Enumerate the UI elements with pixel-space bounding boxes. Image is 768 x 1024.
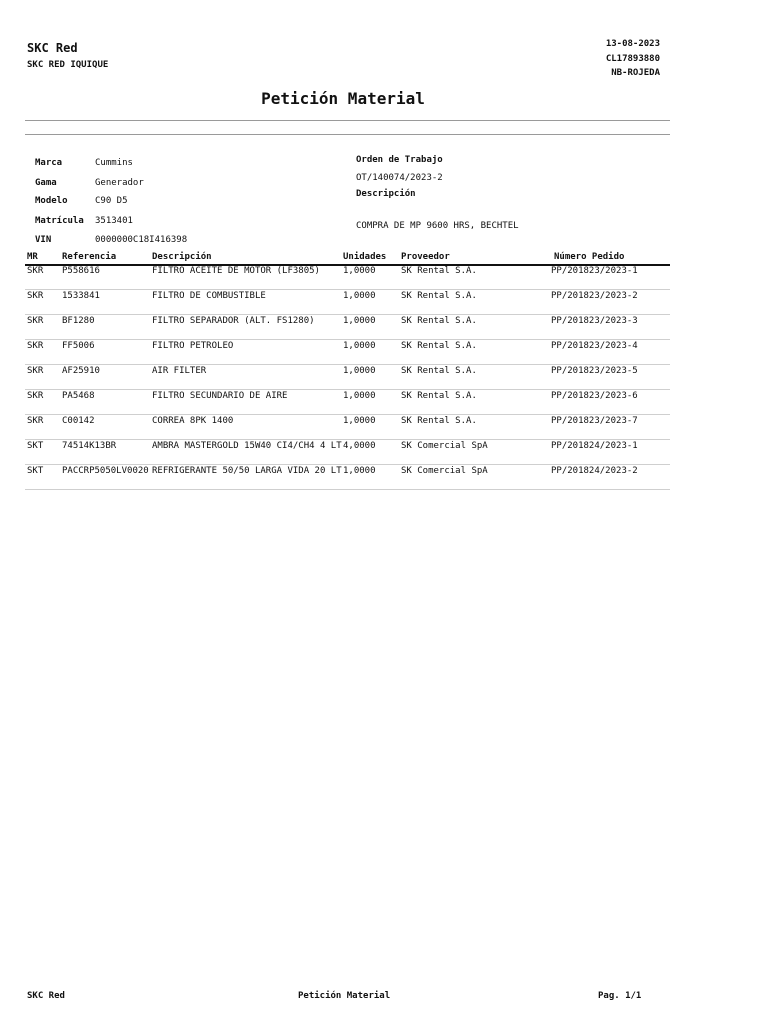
company-name: SKC Red: [27, 41, 78, 55]
cell-order-number: PP/201823/2023-6: [551, 391, 638, 401]
table-row: [25, 389, 670, 415]
divider: [25, 134, 670, 135]
cell-units: 1,0000: [343, 341, 376, 351]
page-title: Petición Material: [261, 89, 425, 108]
model-value: C90 D5: [95, 196, 128, 206]
vin-value: 0000000C18I416398: [95, 235, 188, 245]
work-order-value: OT/140074/2023-2: [356, 173, 443, 183]
cell-reference: 1533841: [62, 291, 100, 301]
cell-description: REFRIGERANTE 50/50 LARGA VIDA 20 LT: [152, 466, 342, 476]
table-row: [25, 414, 670, 440]
cell-reference: PACCRP5050LV0020: [62, 466, 149, 476]
vin-label: VIN: [35, 235, 52, 245]
cell-order-number: PP/201824/2023-2: [551, 466, 638, 476]
cell-units: 1,0000: [343, 366, 376, 376]
cell-description: FILTRO PETROLEO: [152, 341, 234, 351]
cell-reference: P558616: [62, 266, 100, 276]
cell-order-number: PP/201823/2023-1: [551, 266, 638, 276]
table-row: [25, 439, 670, 465]
cell-units: 1,0000: [343, 266, 376, 276]
cell-order-number: PP/201823/2023-5: [551, 366, 638, 376]
column-header-supplier: Proveedor: [401, 252, 450, 262]
footer-page-number: Pag. 1/1: [598, 991, 642, 1001]
cell-supplier: SK Rental S.A.: [401, 341, 477, 351]
table-row: [25, 364, 670, 390]
cell-supplier: SK Rental S.A.: [401, 266, 477, 276]
cell-order-number: PP/201823/2023-4: [551, 341, 638, 351]
range-value: Generador: [95, 178, 144, 188]
column-header-description: Descripción: [152, 252, 212, 262]
cell-units: 1,0000: [343, 391, 376, 401]
cell-reference: PA5468: [62, 391, 95, 401]
cell-supplier: SK Rental S.A.: [401, 316, 477, 326]
cell-mr: SKT: [27, 441, 44, 451]
branch-name: SKC RED IQUIQUE: [27, 60, 109, 70]
footer-company: SKC Red: [27, 991, 65, 1001]
document-code: CL17893880: [605, 54, 660, 64]
cell-mr: SKR: [27, 266, 44, 276]
cell-order-number: PP/201823/2023-3: [551, 316, 638, 326]
cell-mr: SKR: [27, 341, 44, 351]
table-row: [25, 464, 670, 490]
user-code: NB-ROJEDA: [611, 68, 660, 78]
plate-value: 3513401: [95, 216, 133, 226]
cell-supplier: SK Rental S.A.: [401, 291, 477, 301]
cell-order-number: PP/201823/2023-2: [551, 291, 638, 301]
cell-description: FILTRO SEPARADOR (ALT. FS1280): [152, 316, 315, 326]
cell-order-number: PP/201824/2023-1: [551, 441, 638, 451]
table-row: [25, 314, 670, 340]
cell-mr: SKR: [27, 291, 44, 301]
cell-description: AIR FILTER: [152, 366, 207, 376]
cell-supplier: SK Rental S.A.: [401, 416, 477, 426]
brand-label: Marca: [35, 158, 63, 168]
cell-reference: FF5006: [62, 341, 95, 351]
cell-units: 1,0000: [343, 316, 376, 326]
column-header-reference: Referencia: [62, 252, 117, 262]
cell-mr: SKR: [27, 366, 44, 376]
cell-description: FILTRO SECUNDARIO DE AIRE: [152, 391, 288, 401]
cell-reference: 74514K13BR: [62, 441, 117, 451]
cell-supplier: SK Rental S.A.: [401, 366, 477, 376]
cell-reference: C00142: [62, 416, 95, 426]
cell-mr: SKT: [27, 466, 44, 476]
cell-reference: BF1280: [62, 316, 95, 326]
cell-units: 1,0000: [343, 291, 376, 301]
work-order-label: Orden de Trabajo: [356, 155, 443, 165]
cell-supplier: SK Comercial SpA: [401, 441, 488, 451]
cell-supplier: SK Rental S.A.: [401, 391, 477, 401]
cell-units: 1,0000: [343, 466, 376, 476]
table-row: [25, 289, 670, 315]
cell-description: CORREA 8PK 1400: [152, 416, 234, 426]
plate-label: Matrícula: [35, 216, 84, 226]
cell-description: FILTRO ACEITE DE MOTOR (LF3805): [152, 266, 320, 276]
document-date: 13-08-2023: [605, 39, 660, 49]
cell-mr: SKR: [27, 416, 44, 426]
cell-supplier: SK Comercial SpA: [401, 466, 488, 476]
range-label: Gama: [35, 178, 57, 188]
model-label: Modelo: [35, 196, 68, 206]
cell-description: FILTRO DE COMBUSTIBLE: [152, 291, 266, 301]
column-header-units: Unidades: [343, 252, 387, 262]
cell-units: 1,0000: [343, 416, 376, 426]
cell-mr: SKR: [27, 316, 44, 326]
column-header-order-number: Número Pedido: [554, 252, 625, 262]
cell-mr: SKR: [27, 391, 44, 401]
description-value: COMPRA DE MP 9600 HRS, BECHTEL: [356, 221, 519, 231]
table-row: [25, 339, 670, 365]
divider: [25, 120, 670, 121]
cell-description: AMBRA MASTERGOLD 15W40 CI4/CH4 4 LT: [152, 441, 342, 451]
cell-reference: AF25910: [62, 366, 100, 376]
cell-units: 4,0000: [343, 441, 376, 451]
cell-order-number: PP/201823/2023-7: [551, 416, 638, 426]
footer-title: Petición Material: [298, 991, 391, 1001]
brand-value: Cummins: [95, 158, 133, 168]
table-row: [25, 264, 670, 290]
description-label: Descripción: [356, 189, 416, 199]
column-header-mr: MR: [27, 252, 38, 262]
